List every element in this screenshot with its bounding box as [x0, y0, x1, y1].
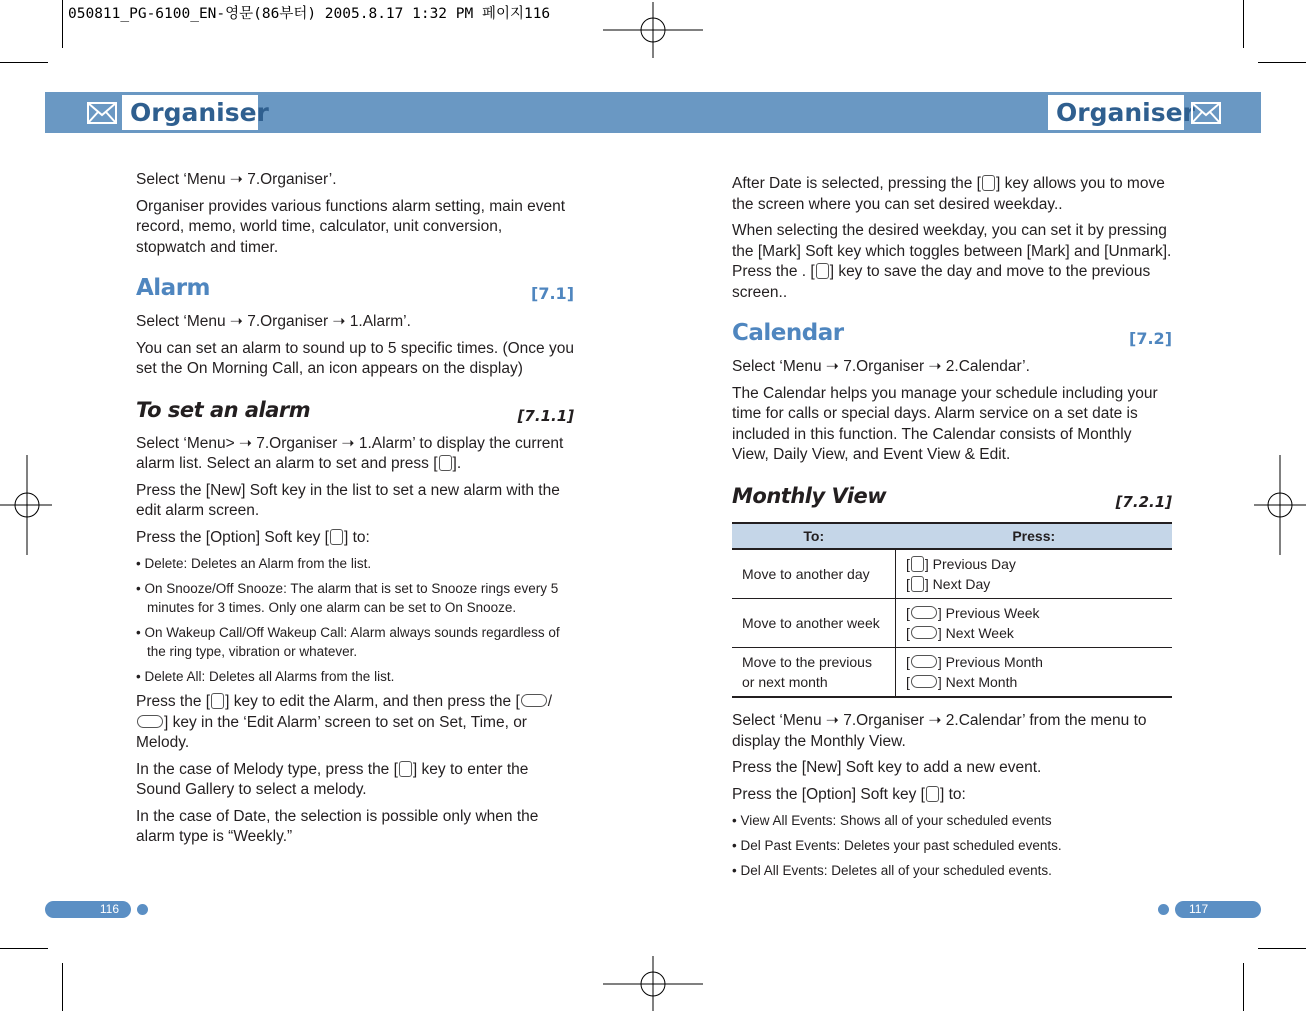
print-slug: 050811_PG-6100_EN-영문(86부터) 2005.8.17 1:32 PM 페이지116	[68, 6, 551, 22]
table-row	[732, 549, 1172, 599]
text: ] Next Day	[924, 576, 991, 592]
crop-mark	[1258, 62, 1306, 63]
text: ] to:	[939, 785, 966, 803]
crop-mark	[1258, 948, 1306, 949]
envelope-icon	[1190, 98, 1222, 128]
table-row	[732, 599, 1172, 648]
table-cell: Move to the previous or next month	[732, 648, 896, 698]
text: ].	[452, 455, 462, 472]
text: Press the [Option] Soft key [	[136, 528, 329, 546]
set-alarm-p1	[136, 434, 574, 475]
left-header-title: Organiser	[122, 95, 258, 130]
table-cell: [ ] Previous Month [ ] Next Month	[896, 648, 1173, 698]
alarm-code: [7.1]	[531, 284, 574, 303]
soft-key-icon	[926, 786, 939, 802]
text: ] key in the ‘Edit Alarm’ screen to set on Set, Time, or Melody.	[136, 713, 527, 751]
set-alarm-p5	[136, 760, 574, 801]
calendar-desc: The Calendar helps you manage your schedule including your time for calls or special days. Alarm service on a set date is included in this function. The Calendar consists of Monthly View, Daily View, and Event View & Edit.	[732, 384, 1158, 463]
crop-mark	[1243, 963, 1244, 1011]
text: ] Previous Month	[937, 654, 1043, 670]
alarm-desc: You can set an alarm to sound up to 5 specific times. (Once you set the On Morning Call, an icon appears on the display)	[136, 339, 574, 377]
left-page	[136, 170, 574, 854]
registration-mark-left	[0, 455, 52, 555]
text: /	[547, 693, 553, 710]
registration-mark-top	[603, 2, 703, 58]
text: ] key to edit the Alarm, and then press the [	[225, 693, 520, 710]
text: ] Previous Day	[924, 556, 1016, 572]
monthly-view-table	[732, 522, 1172, 698]
nav-key-icon	[399, 761, 412, 777]
crop-mark	[62, 0, 63, 48]
nav-key-icon	[982, 175, 995, 191]
registration-mark-bottom	[603, 956, 703, 1011]
set-alarm-p3	[136, 528, 574, 549]
text: ] key to save the day and move to the previous screen..	[732, 263, 1151, 301]
calendar-title: Calendar	[732, 320, 844, 346]
right-header-title: Organiser	[1048, 95, 1184, 130]
crop-mark	[0, 62, 48, 63]
set-alarm-p6: In the case of Date, the selection is possible only when the alarm type is “Weekly.”	[136, 807, 539, 845]
nav-left-key-icon	[521, 694, 547, 707]
ok-key-icon	[439, 455, 452, 471]
calendar-code: [7.2]	[1129, 329, 1172, 348]
text: Select ‘Menu> ➝ 7.Organiser ➝ 1.Alarm’ to display the current alarm list. Select an alarm to set and press [	[136, 434, 564, 472]
calendar-section-heading	[732, 320, 1172, 353]
intro-line: Select ‘Menu ➝ 7.Organiser’.	[136, 171, 337, 188]
date-p2	[732, 221, 1172, 303]
table-cell: Move to another day	[732, 549, 896, 599]
text: ] Previous Week	[937, 605, 1040, 621]
bullet: • View All Events: Shows all of your scheduled events	[732, 813, 1052, 828]
right-page	[732, 174, 1172, 520]
table-cell: [ ] Previous Day [ ] Next Day	[896, 549, 1173, 599]
crop-mark	[1243, 0, 1244, 48]
ok-key-icon	[816, 263, 829, 279]
text: Press the [Option] Soft key [	[732, 785, 925, 803]
table-cell: Move to another week	[732, 599, 896, 648]
monthly-view-title: Monthly View	[732, 483, 887, 508]
intro-paragraph: Organiser provides various functions alarm setting, main event record, memo, world time, calculator, unit conversion, stopwatch and timer.	[136, 197, 566, 256]
table-header-press: Press:	[896, 523, 1173, 549]
bullet: • Del All Events: Deletes all of your scheduled events.	[732, 863, 1052, 878]
page-dot	[1158, 904, 1169, 915]
monthly-view-code: [7.2.1]	[1115, 492, 1172, 511]
text: ] key allows you to move the screen where you can set desired weekday..	[732, 175, 1165, 213]
nav-right-key-icon	[911, 626, 937, 639]
bullet: • Delete All: Deletes all Alarms from the list.	[136, 669, 395, 684]
soft-key-icon	[330, 529, 343, 545]
table-header-to: To:	[732, 523, 896, 549]
key-3-icon	[911, 675, 937, 688]
text: ] to:	[343, 528, 370, 546]
bullet: • On Snooze/Off Snooze: The alarm that is set to Snooze rings every 5 minutes for 3 times. Only one alarm can be set to On Snooze.	[136, 581, 559, 615]
right-page-lower	[732, 711, 1172, 886]
table-cell: [ ] Previous Week [ ] Next Week	[896, 599, 1173, 648]
text: ] Next Month	[937, 674, 1018, 690]
text: When selecting the desired weekday, you can set it by pressing the [Mark] Soft key which toggles between [Mark] and [Unmark]. Press the . [	[732, 222, 1172, 280]
registration-mark-right	[1254, 455, 1306, 555]
set-alarm-title: To set an alarm	[136, 397, 311, 422]
date-p1	[732, 174, 1172, 215]
ok-key-icon	[211, 693, 224, 709]
text: After Date is selected, pressing the [	[732, 175, 981, 192]
monthly-p1: Select ‘Menu ➝ 7.Organiser ➝ 2.Calendar’ from the menu to display the Monthly View.	[732, 712, 1147, 750]
bullet: • Delete: Deletes an Alarm from the list.	[136, 556, 372, 571]
alarm-path: Select ‘Menu ➝ 7.Organiser ➝ 1.Alarm’.	[136, 313, 411, 330]
page-dot	[137, 904, 148, 915]
calendar-path: Select ‘Menu ➝ 7.Organiser ➝ 2.Calendar’.	[732, 358, 1030, 375]
alarm-section-heading	[136, 275, 574, 308]
text: Press the [	[136, 693, 211, 710]
monthly-p3	[732, 785, 1172, 806]
key-1-icon	[911, 655, 937, 668]
nav-up-key-icon	[911, 556, 924, 572]
set-alarm-heading	[136, 397, 574, 430]
bullet: • On Wakeup Call/Off Wakeup Call: Alarm always sounds regardless of the ring type, vibration or whatever.	[136, 625, 560, 659]
envelope-icon	[86, 98, 118, 128]
table-row	[732, 648, 1172, 698]
set-alarm-p4	[136, 692, 574, 754]
page-number-right: 117	[1175, 901, 1261, 918]
monthly-view-heading	[732, 483, 1172, 516]
bullet: • Del Past Events: Deletes your past scheduled events.	[732, 838, 1062, 853]
crop-mark	[0, 948, 48, 949]
text: ] Next Week	[937, 625, 1014, 641]
text: ] key to enter the Sound Gallery to select a melody.	[136, 760, 529, 798]
set-alarm-p2: Press the [New] Soft key in the list to set a new alarm with the edit alarm screen.	[136, 481, 560, 519]
crop-mark	[62, 963, 63, 1011]
text: In the case of Melody type, press the [	[136, 760, 398, 778]
nav-left-key-icon	[911, 606, 937, 619]
nav-down-key-icon	[911, 576, 924, 592]
set-alarm-code: [7.1.1]	[517, 406, 574, 425]
monthly-p2: Press the [New] Soft key to add a new event.	[732, 759, 1042, 776]
page-number-left: 116	[45, 901, 131, 918]
alarm-title: Alarm	[136, 275, 211, 301]
nav-right-key-icon	[137, 715, 163, 728]
